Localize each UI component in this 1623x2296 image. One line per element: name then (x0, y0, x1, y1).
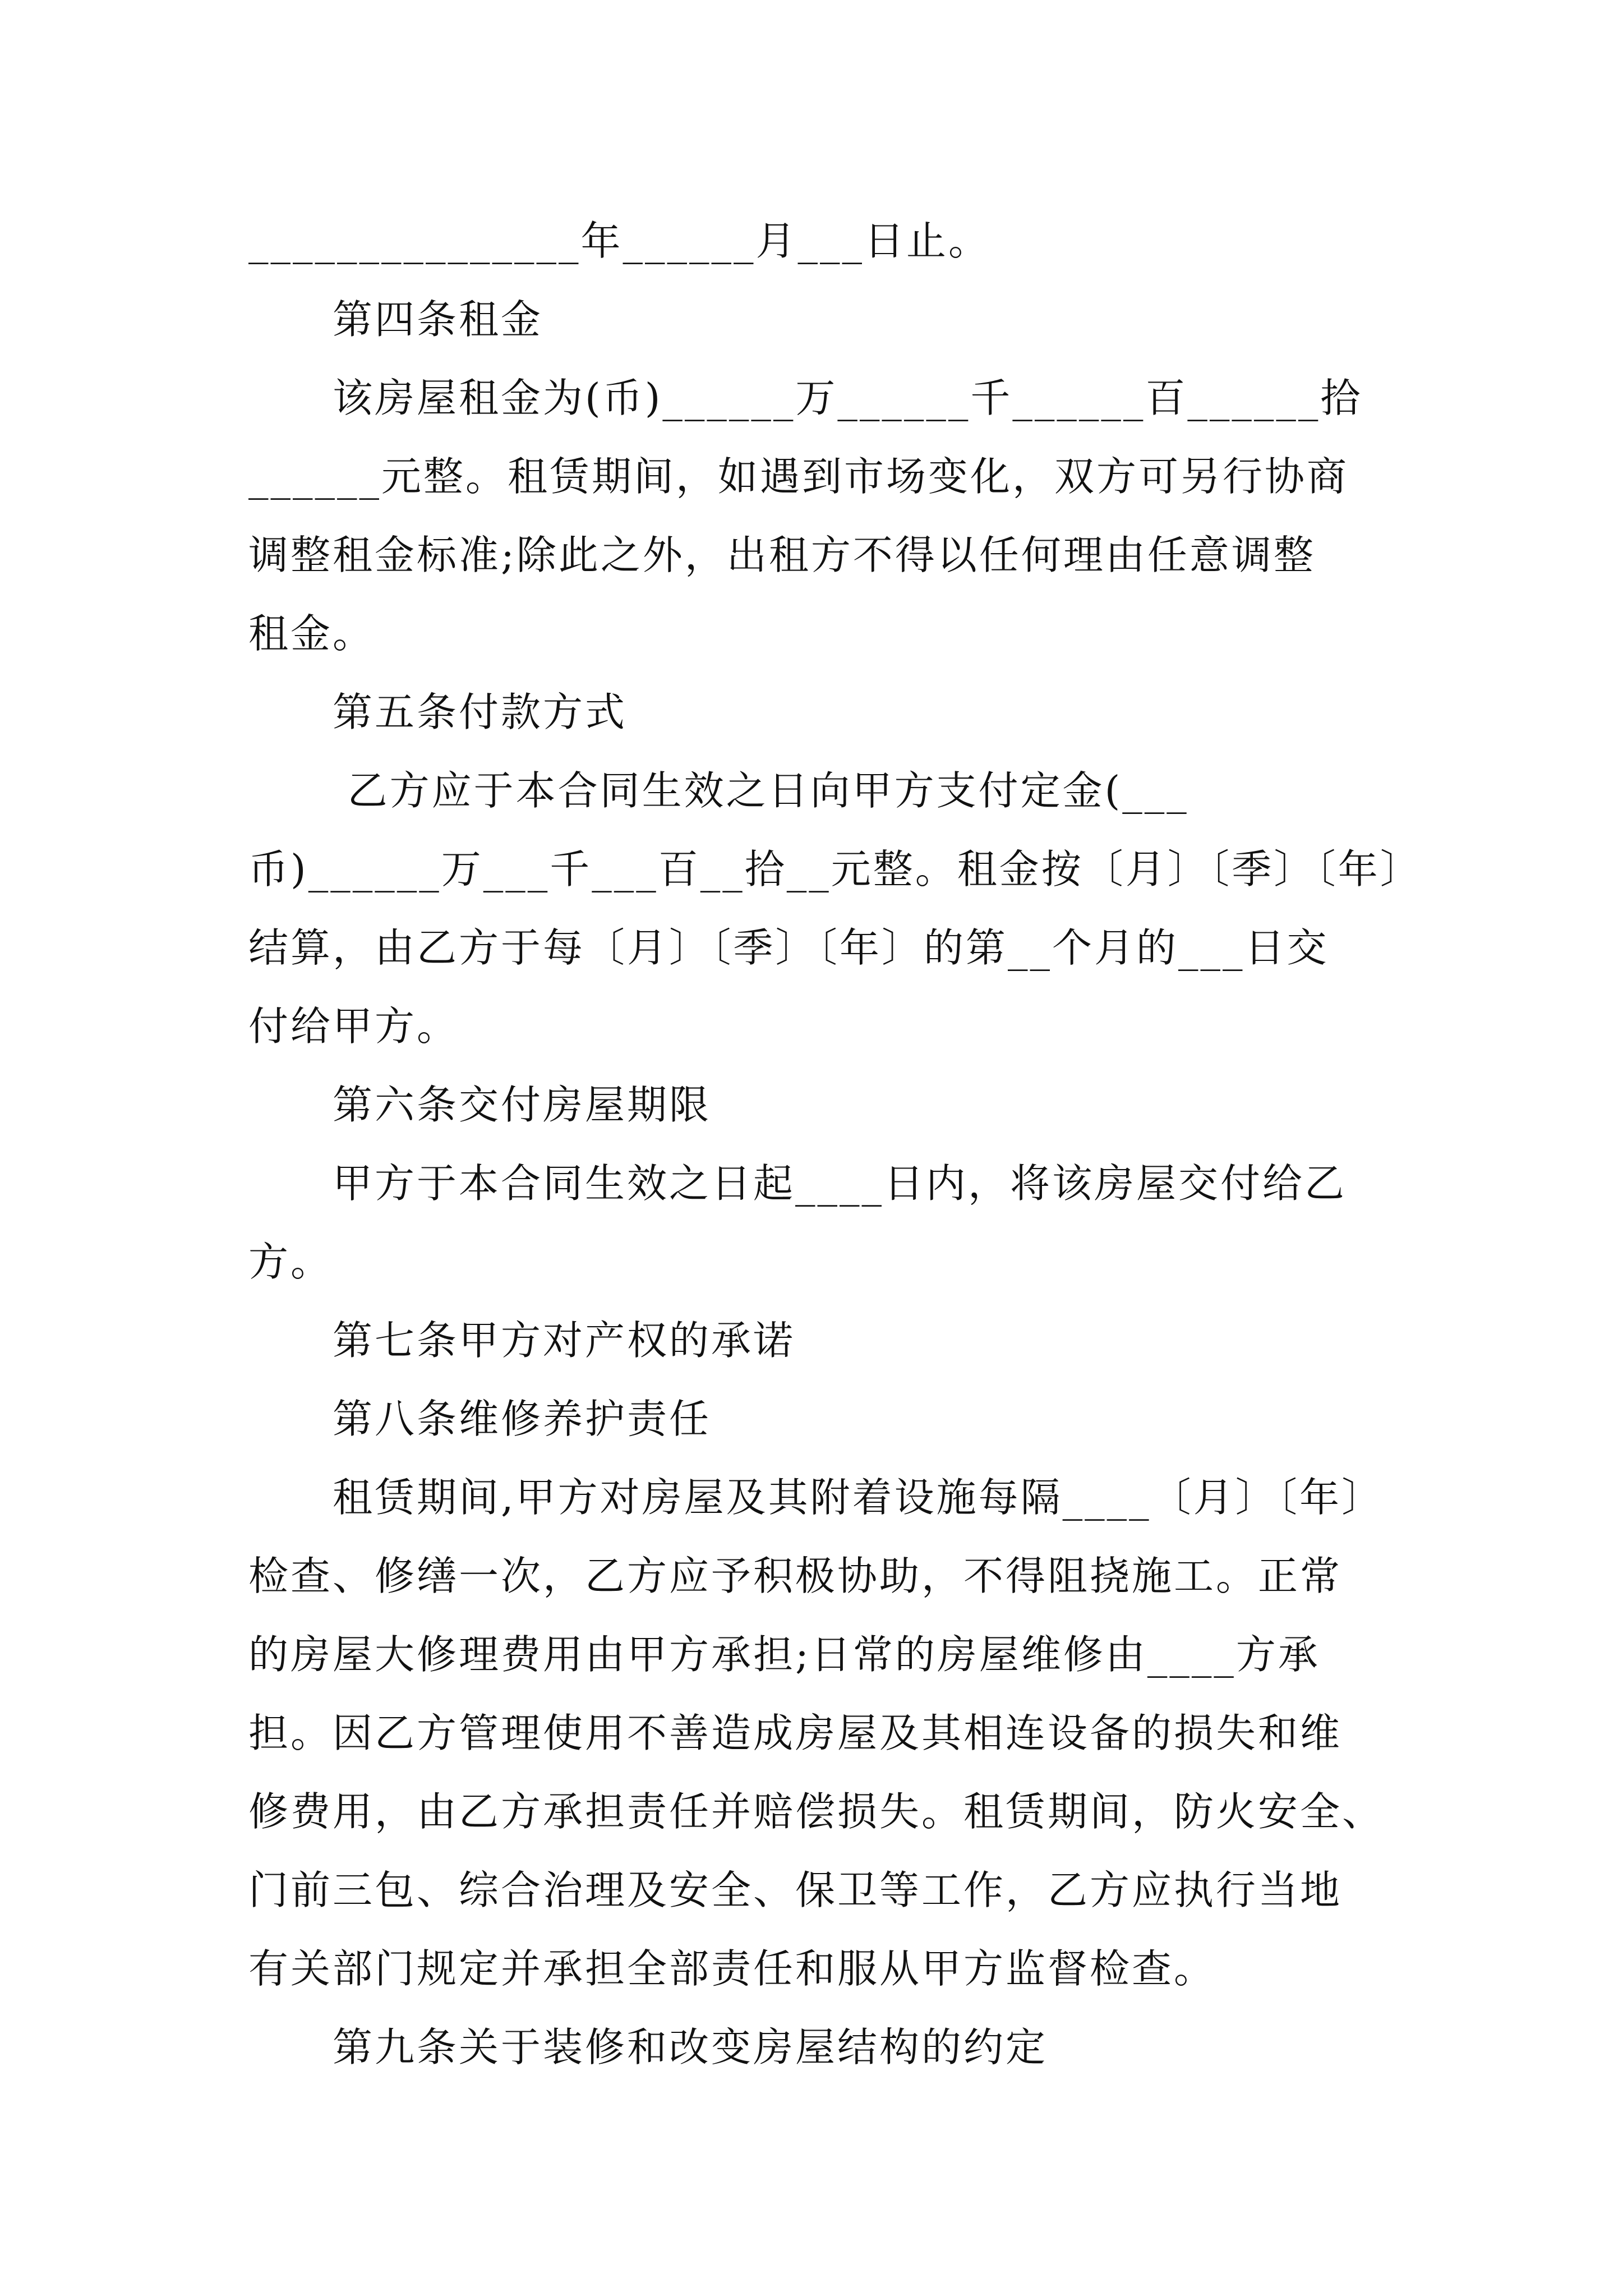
rent-line-3: 调整租金标准;除此之外，出租方不得以任何理由任意调整 (248, 532, 1316, 578)
payment-line-3: 结算，由乙方于每〔月〕〔季〕〔年〕的第__个月的___日交 (248, 924, 1329, 971)
rent-line-2: ______元整。租赁期间，如遇到市场变化，双方可另行协商 (248, 453, 1349, 500)
line-date-end: _______________年______月___日止。 (248, 218, 991, 264)
maintenance-line-2: 检查、修缮一次，乙方应予积极协助，不得阻挠施工。正常 (248, 1553, 1343, 1599)
payment-line-4: 付给甲方。 (248, 1003, 459, 1050)
delivery-line-2: 方。 (248, 1239, 333, 1285)
maintenance-line-7: 有关部门规定并承担全部责任和服从甲方监督检查。 (248, 1945, 1216, 1992)
payment-line-2: 币)______万___千___百__拾__元整。租金按〔月〕〔季〕〔年〕 (248, 846, 1422, 892)
heading-article-4: 第四条租金 (333, 296, 543, 343)
maintenance-line-6: 门前三包、综合治理及安全、保卫等工作，乙方应执行当地 (248, 1867, 1343, 1913)
maintenance-line-1: 租赁期间,甲方对房屋及其附着设施每隔____〔月〕〔年〕 (333, 1474, 1384, 1521)
heading-article-8: 第八条维修养护责任 (333, 1396, 712, 1442)
heading-article-6: 第六条交付房屋期限 (333, 1082, 712, 1128)
rent-line-4: 租金。 (248, 610, 375, 657)
contract-text (248, 202, 1422, 2087)
heading-article-7: 第七条甲方对产权的承诺 (333, 1317, 796, 1364)
heading-article-5: 第五条付款方式 (333, 689, 628, 735)
maintenance-line-4: 担。因乙方管理使用不善造成房屋及其相连设备的损失和维 (248, 1710, 1343, 1756)
payment-line-1: 乙方应于本合同生效之日向甲方支付定金(___ (333, 767, 1189, 814)
maintenance-line-3: 的房屋大修理费用由甲方承担;日常的房屋维修由____方承 (248, 1631, 1320, 1678)
heading-article-9: 第九条关于装修和改变房屋结构的约定 (333, 2024, 1048, 2070)
delivery-line-1: 甲方于本合同生效之日起____日内，将该房屋交付给乙 (333, 1160, 1347, 1207)
maintenance-line-5: 修费用，由乙方承担责任并赔偿损失。租赁期间，防火安全、 (248, 1788, 1385, 1835)
rent-line-1: 该房屋租金为(币)______万______千______百______拾 (333, 375, 1363, 421)
